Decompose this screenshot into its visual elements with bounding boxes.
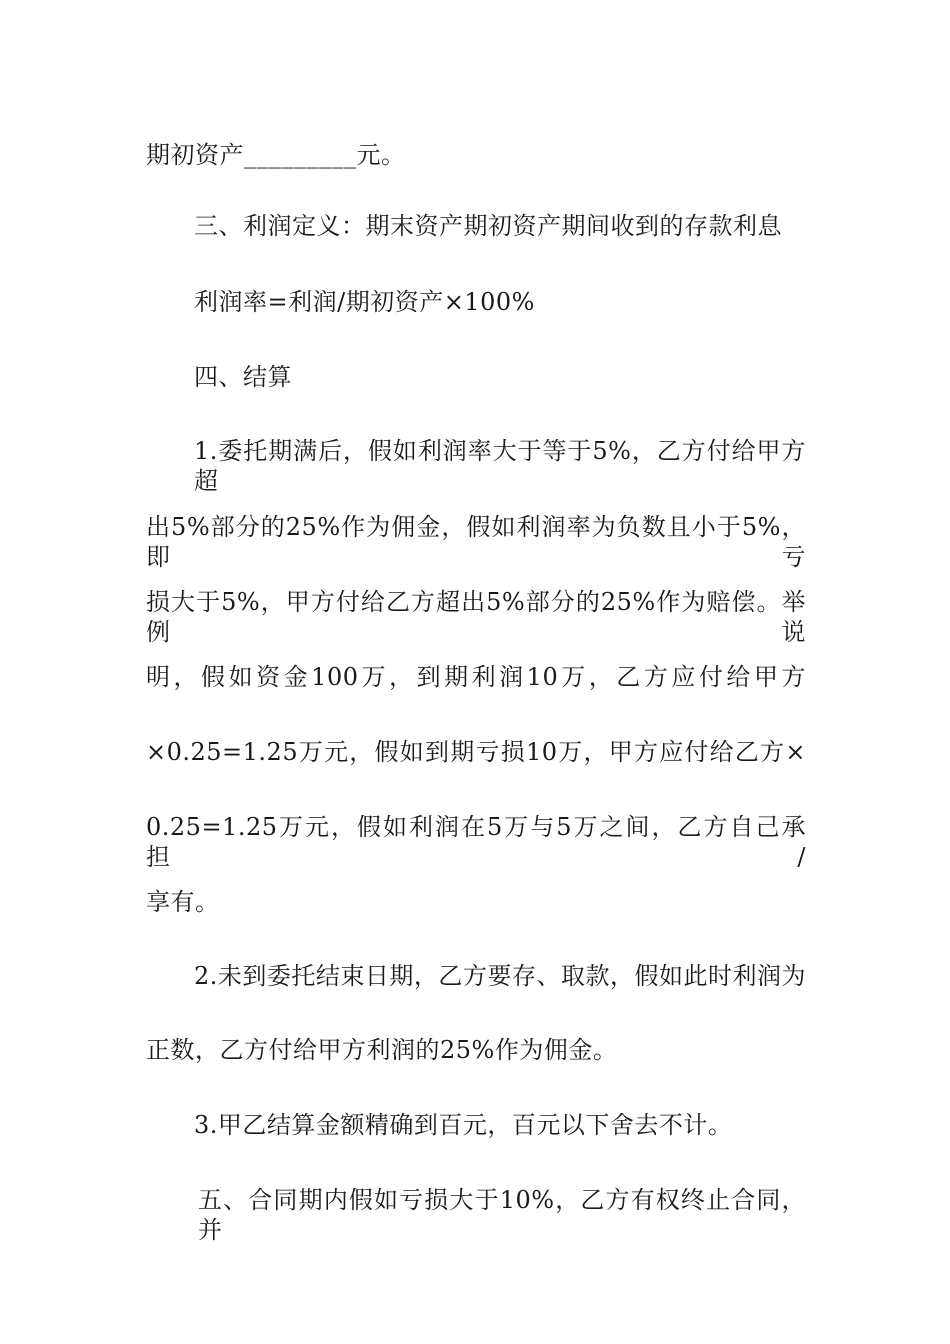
paragraph-line: 1.委托期满后，假如利润率大于等于5%，乙方付给甲方超 <box>194 437 806 495</box>
section-heading-profit-definition: 三、利润定义：期末资产期初资产期间收到的存款利息 <box>194 212 782 240</box>
paragraph-line: 正数，乙方付给甲方利润的25%作为佣金。 <box>146 1036 618 1064</box>
paragraph-line: 0.25=1.25万元，假如利润在5万与5万之间，乙方自己承担/ <box>146 813 806 871</box>
paragraph-line: 损大于5%，甲方付给乙方超出5%部分的25%作为赔偿。举例说 <box>146 588 806 646</box>
paragraph-line: 明，假如资金100万，到期利润10万，乙方应付给甲方 <box>146 663 806 691</box>
section-heading-contract-termination: 五、合同期内假如亏损大于10%，乙方有权终止合同，并 <box>198 1186 806 1244</box>
paragraph-line: 享有。 <box>146 888 220 916</box>
paragraph-line: ×0.25=1.25万元，假如到期亏损10万，甲方应付给乙方× <box>146 738 806 766</box>
paragraph-line: 3.甲乙结算金额精确到百元，百元以下舍去不计。 <box>194 1111 733 1139</box>
text-line-profit-rate-formula: 利润率=利润/期初资产×100% <box>194 288 535 316</box>
paragraph-line: 出5%部分的25%作为佣金，假如利润率为负数且小于5%，即亏 <box>146 513 806 571</box>
section-heading-settlement: 四、结算 <box>194 363 292 391</box>
text-line-initial-assets: 期初资产_________元。 <box>146 141 406 169</box>
paragraph-line: 2.未到委托结束日期，乙方要存、取款，假如此时利润为 <box>194 962 806 990</box>
